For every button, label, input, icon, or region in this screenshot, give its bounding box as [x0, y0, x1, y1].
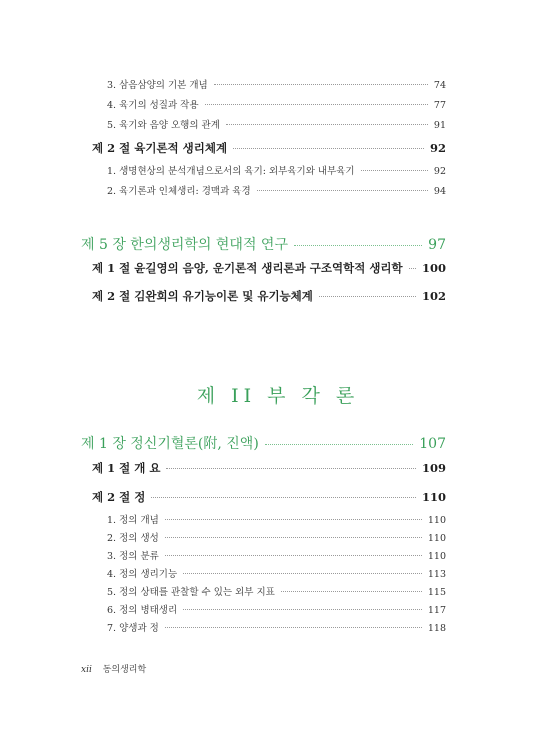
toc-entry[interactable]	[107, 97, 446, 111]
leader-dots	[226, 124, 428, 125]
leader-dots	[214, 84, 428, 85]
toc-entry-title: 4. 정의 생리기능	[107, 569, 178, 580]
toc-section-title: 제 1 절 개 요	[92, 461, 161, 475]
leader-dots	[233, 148, 424, 149]
toc-section[interactable]	[92, 260, 446, 276]
toc-entry-title: 6. 정의 병태생리	[107, 605, 178, 616]
toc-entry[interactable]	[107, 117, 446, 131]
toc-chapter-title: 제 5 장 한의생리학의 현대적 연구	[81, 237, 288, 253]
toc-entry[interactable]	[107, 163, 446, 177]
toc-entry-page: 92	[433, 166, 446, 177]
toc-entry-page: 91	[433, 120, 446, 131]
toc-entry-title: 7. 양생과 정	[107, 623, 159, 634]
toc-entry[interactable]	[107, 584, 446, 598]
toc-entry[interactable]	[107, 566, 446, 580]
leader-dots	[409, 268, 416, 269]
leader-dots	[183, 609, 422, 610]
leader-dots	[165, 519, 422, 520]
toc-entry-page: 94	[433, 186, 446, 197]
toc-entry-title: 4. 육기의 성질과 작용	[107, 100, 199, 111]
toc-section-title: 제 2 절 정	[92, 490, 146, 504]
leader-dots	[165, 627, 422, 628]
toc-entry-page: 115	[427, 587, 446, 598]
leader-dots	[294, 245, 422, 246]
toc-entry[interactable]	[107, 602, 446, 616]
leader-dots	[166, 468, 416, 469]
toc-entry-title: 3. 삼음삼양의 기본 개념	[107, 80, 208, 91]
leader-dots	[183, 573, 422, 574]
toc-entry-title: 5. 육기와 음양 오행의 관계	[107, 120, 220, 131]
toc-entry-title: 1. 정의 개념	[107, 515, 159, 526]
toc-section-page: 92	[429, 141, 446, 155]
toc-section-page: 110	[421, 490, 446, 504]
leader-dots	[257, 190, 428, 191]
leader-dots	[205, 104, 428, 105]
toc-entry-page: 74	[433, 80, 446, 91]
footer-book-title: 동의생리학	[102, 665, 147, 675]
toc-entry-title: 5. 정의 상태를 관찰할 수 있는 외부 지표	[107, 587, 275, 598]
toc-entry[interactable]	[107, 77, 446, 91]
leader-dots	[265, 444, 413, 445]
toc-entry[interactable]	[107, 620, 446, 634]
toc-section-title: 제 2 절 김완희의 유기능이론 및 유기능체계	[92, 289, 313, 303]
toc-section[interactable]	[92, 288, 446, 304]
part-heading: 제 II 부 각 론	[196, 385, 360, 407]
toc-entry[interactable]	[107, 183, 446, 197]
toc-entry-page: 118	[427, 623, 446, 634]
leader-dots	[151, 497, 416, 498]
toc-section-title: 제 2 절 육기론적 생리체계	[92, 141, 228, 155]
toc-entry-page: 77	[433, 100, 446, 111]
toc-section[interactable]	[92, 460, 446, 476]
toc-entry[interactable]	[107, 530, 446, 544]
toc-entry-page: 110	[427, 515, 446, 526]
toc-entry-page: 110	[427, 551, 446, 562]
leader-dots	[165, 537, 422, 538]
page-footer	[81, 662, 146, 675]
toc-section-title: 제 1 절 윤길영의 음양, 운기론적 생리론과 구조역학적 생리학	[92, 261, 403, 275]
toc-chapter-page: 107	[419, 436, 446, 452]
toc-entry-title: 2. 정의 생성	[107, 533, 159, 544]
toc-entry[interactable]	[107, 512, 446, 526]
leader-dots	[165, 555, 422, 556]
toc-entry-title: 1. 생명현상의 분석개념으로서의 육기: 외부육기와 내부육기	[107, 166, 355, 177]
toc-chapter-title: 제 1 장 정신기혈론(附, 진액)	[81, 436, 259, 452]
toc-section[interactable]	[92, 140, 446, 156]
leader-dots	[319, 296, 416, 297]
toc-entry-page: 117	[427, 605, 446, 616]
toc-section[interactable]	[92, 489, 446, 505]
toc-entry-page: 110	[427, 533, 446, 544]
toc-section-page: 102	[421, 289, 446, 303]
toc-entry[interactable]	[107, 548, 446, 562]
leader-dots	[281, 591, 422, 592]
toc-chapter[interactable]	[81, 433, 446, 453]
toc-section-page: 109	[421, 461, 446, 475]
toc-entry-page: 113	[427, 569, 446, 580]
toc-entry-title: 3. 정의 분류	[107, 551, 159, 562]
leader-dots	[361, 170, 428, 171]
footer-page-number: xii	[81, 665, 92, 675]
toc-chapter-page: 97	[428, 237, 446, 253]
toc-chapter[interactable]	[81, 234, 446, 254]
toc-entry-title: 2. 육기론과 인체생리: 경맥과 육경	[107, 186, 251, 197]
toc-section-page: 100	[421, 261, 446, 275]
